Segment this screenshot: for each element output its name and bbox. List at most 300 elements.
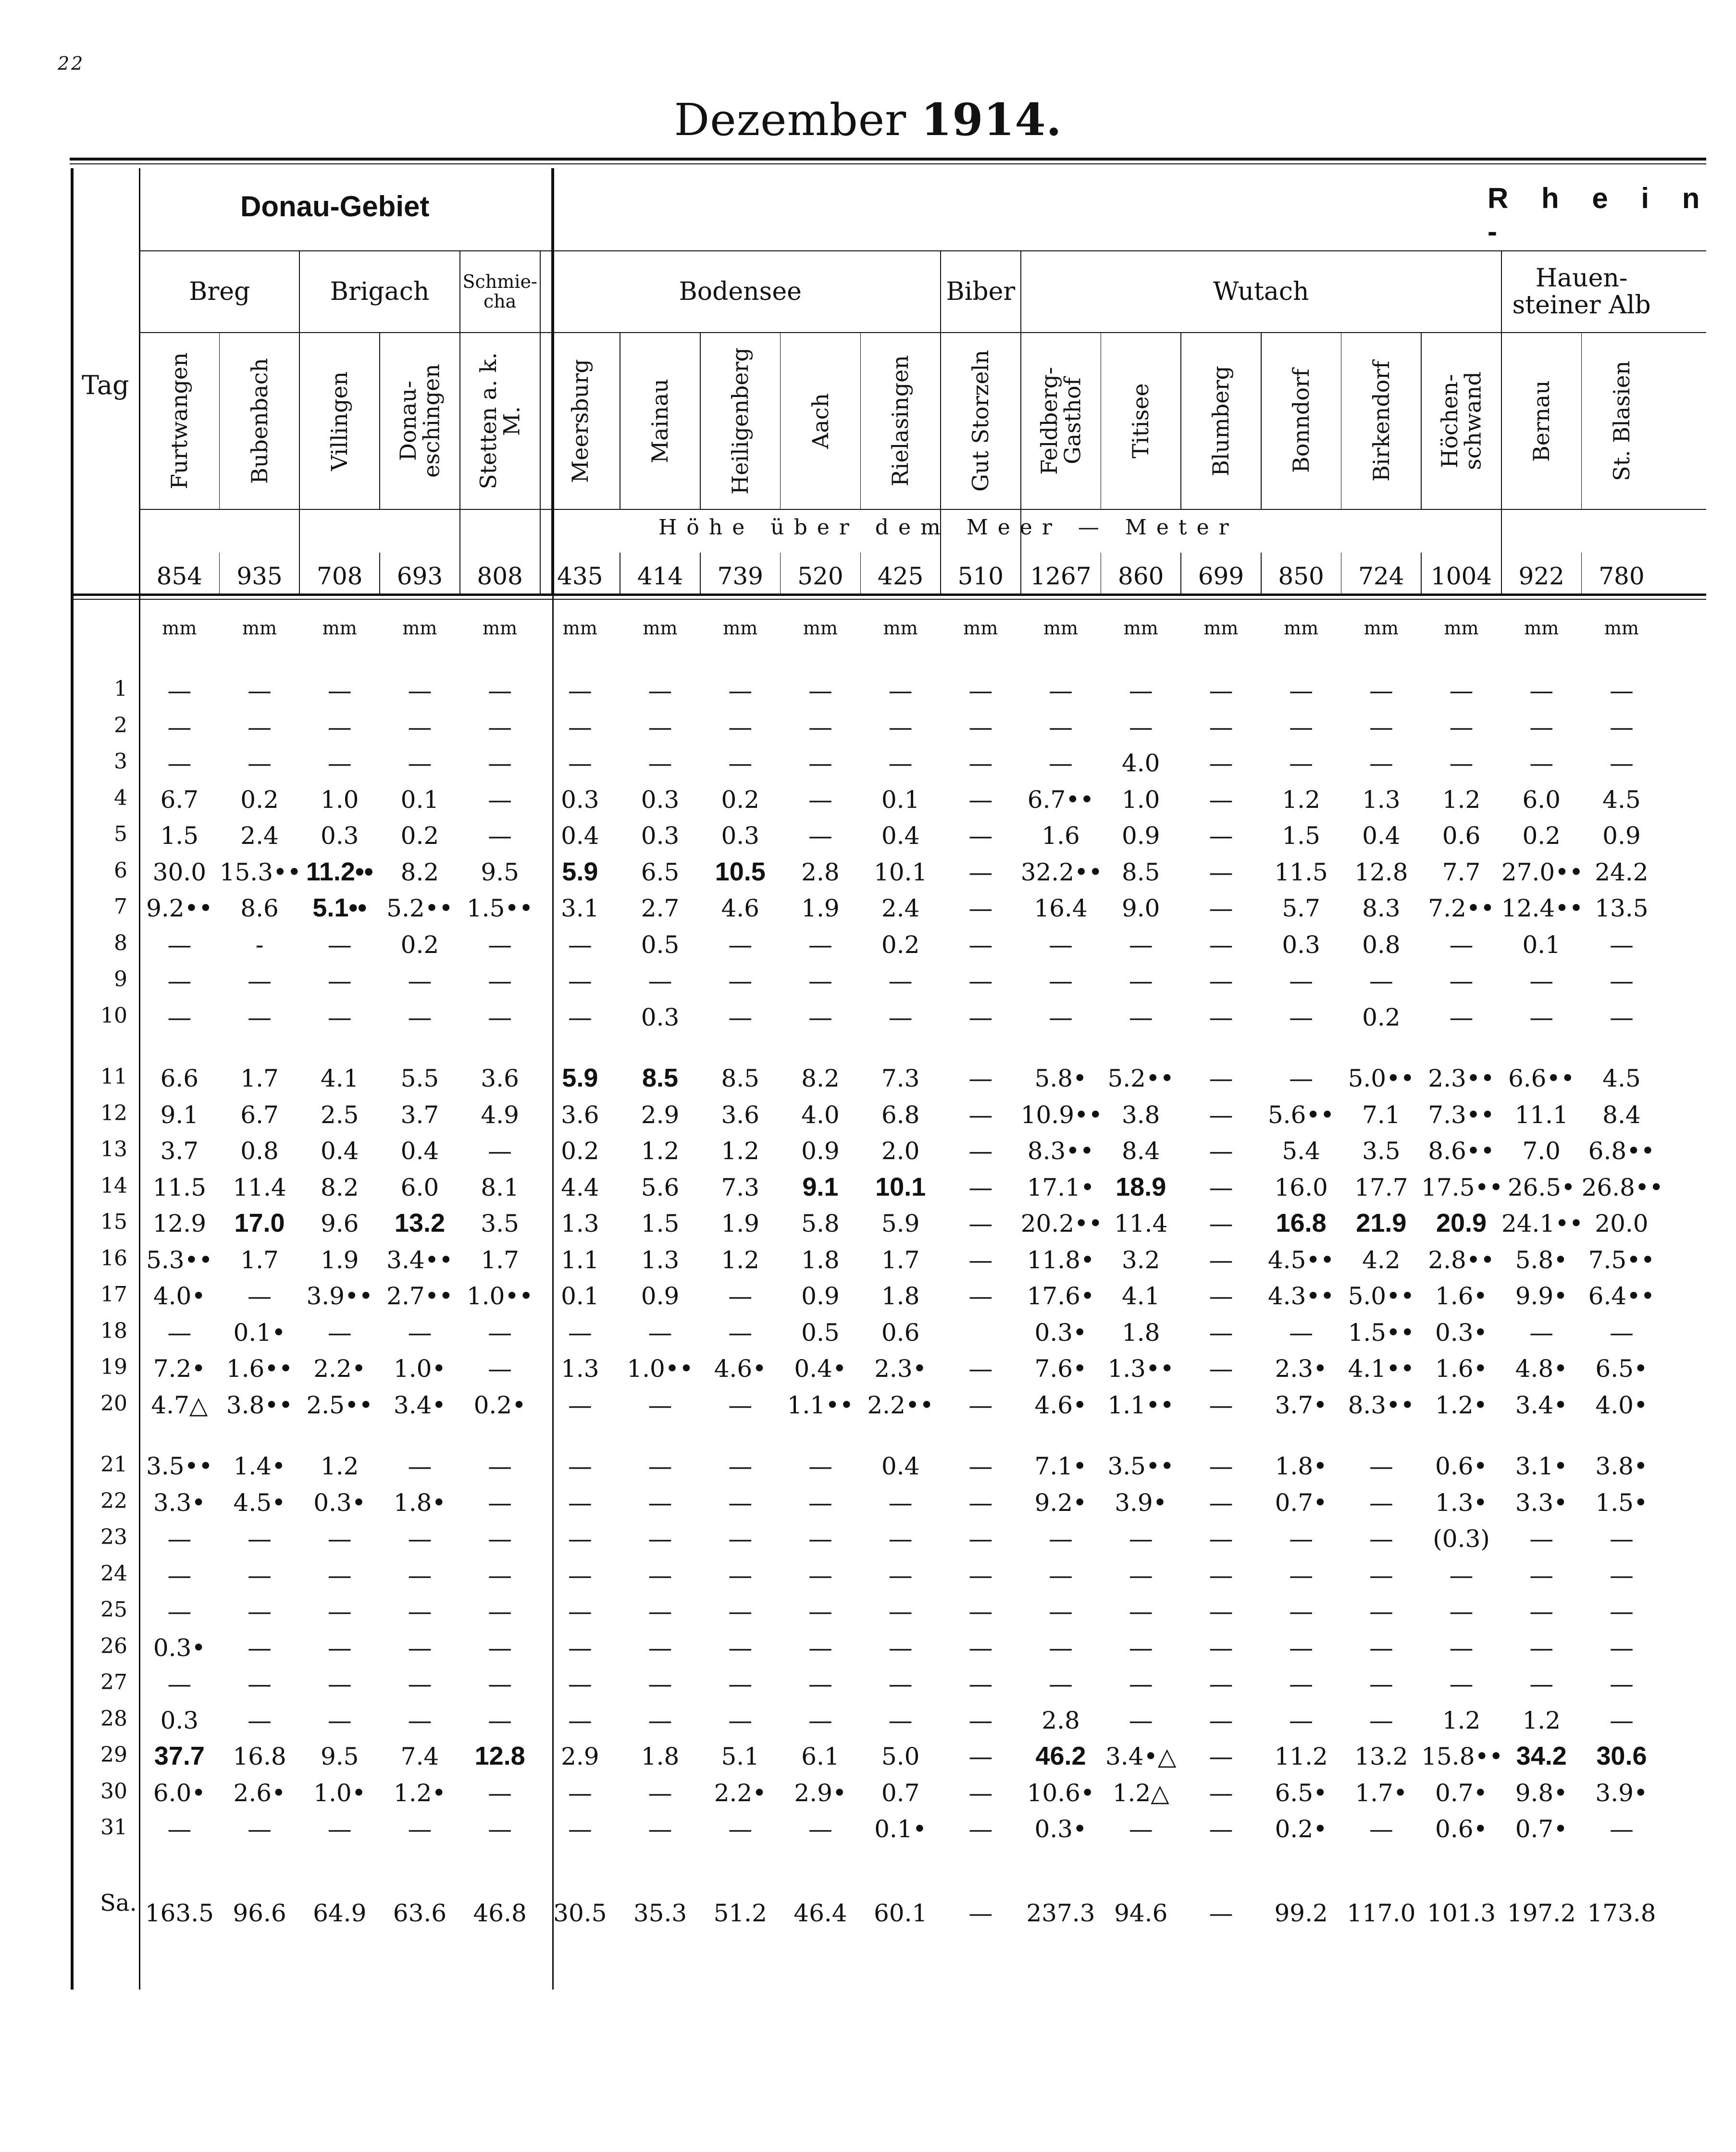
day-number: 1 — [114, 677, 127, 701]
basin-label: Brigach — [330, 277, 430, 306]
data-cell: — — [648, 1561, 672, 1589]
data-cell: 1.2 — [1442, 785, 1481, 814]
data-cell: 0.3 — [641, 785, 680, 814]
data-cell: 3.6 — [481, 1064, 519, 1092]
data-cell: 26.8•• — [1581, 1173, 1663, 1201]
data-cell: — — [1609, 1318, 1634, 1347]
region-rhine: R h e i n - — [1488, 182, 1712, 247]
data-cell: — — [968, 1597, 993, 1625]
data-cell: 1.0 — [1121, 785, 1160, 814]
data-cell: — — [1289, 1318, 1314, 1347]
day-number: 18 — [100, 1318, 127, 1343]
data-cell: 3.2 — [1121, 1246, 1160, 1274]
data-cell: — — [1449, 1597, 1474, 1625]
data-cell: 4.1 — [1121, 1282, 1160, 1310]
data-cell: 2.8 — [1042, 1706, 1080, 1734]
data-cell: 0.4 — [1362, 822, 1401, 850]
data-cell: 0.8 — [1362, 930, 1401, 959]
data-cell: — — [968, 1064, 993, 1092]
data-cell: — — [1449, 713, 1474, 741]
data-cell: 3.1 — [561, 894, 599, 922]
data-cell: 16.0 — [1274, 1173, 1328, 1201]
data-cell: 1.5•• — [466, 894, 533, 922]
data-cell: 3.1• — [1515, 1452, 1568, 1480]
data-cell: 1.6• — [1435, 1282, 1488, 1310]
data-cell: 7.7 — [1442, 858, 1481, 886]
data-cell: — — [968, 1670, 993, 1698]
data-cell: 1.7• — [1355, 1779, 1408, 1807]
data-cell: 20.9 — [1436, 1209, 1487, 1237]
data-cell: — — [568, 1633, 592, 1662]
data-cell: — — [1209, 1246, 1233, 1274]
data-cell: 3.8 — [1121, 1101, 1160, 1129]
data-cell: 4.6 — [721, 894, 759, 922]
data-cell: — — [968, 1246, 993, 1274]
unit-label: mm — [723, 618, 758, 639]
data-cell: 5.9 — [562, 857, 598, 886]
data-cell: — — [167, 1318, 192, 1347]
data-cell: — — [408, 967, 432, 995]
data-cell: 0.7• — [1275, 1488, 1327, 1517]
day-number: 15 — [100, 1210, 127, 1234]
data-cell: — — [248, 1003, 272, 1031]
data-cell: 7.3 — [881, 1064, 920, 1092]
data-cell: 1.3 — [561, 1355, 599, 1383]
data-cell: — — [1128, 1706, 1153, 1734]
unit-label: mm — [803, 618, 838, 639]
data-cell: — — [1128, 967, 1153, 995]
data-cell: 1.8 — [641, 1743, 680, 1770]
data-cell: — — [968, 1779, 993, 1807]
data-cell: — — [648, 1391, 672, 1419]
basin-label: Breg — [189, 277, 250, 306]
data-cell: 5.8 — [801, 1210, 840, 1237]
data-cell: — — [888, 967, 913, 995]
data-cell: 0.3• — [1435, 1318, 1488, 1347]
data-cell: — — [968, 1137, 993, 1165]
day-number: 17 — [100, 1282, 127, 1307]
data-cell: 5.9 — [562, 1064, 598, 1092]
data-cell: — — [808, 713, 832, 741]
data-cell: 8.2 — [801, 1064, 840, 1092]
data-cell: — — [968, 1633, 993, 1662]
day-number: 22 — [100, 1488, 127, 1513]
data-cell: — — [968, 785, 993, 814]
header-bottom-rule-thin — [72, 599, 1706, 600]
data-cell: 0.3 — [1282, 930, 1320, 959]
unit-label: mm — [1524, 618, 1559, 639]
data-cell: — — [1209, 1318, 1233, 1347]
data-cell: — — [1529, 677, 1554, 705]
data-cell: — — [1369, 1670, 1393, 1698]
data-cell: 0.3 — [641, 822, 680, 850]
data-cell: 11.8• — [1027, 1246, 1095, 1274]
data-cell: 2.3•• — [1428, 1064, 1495, 1092]
data-cell: 17.0 — [234, 1209, 285, 1237]
data-cell: 1.3•• — [1107, 1355, 1174, 1383]
data-cell: — — [568, 1597, 592, 1625]
height-label: Höhe über dem Meer — Meter — [658, 515, 1239, 540]
data-cell: — — [1529, 1525, 1554, 1553]
data-cell: — — [1449, 1561, 1474, 1589]
station-elevation: 435 — [557, 562, 603, 590]
data-cell: — — [968, 1488, 993, 1517]
data-cell: 5.5 — [400, 1064, 439, 1092]
data-cell: 3.3• — [153, 1488, 206, 1517]
sum-cell: 64.9 — [313, 1899, 367, 1927]
data-cell: 3.9• — [1595, 1779, 1648, 1807]
data-cell: 1.6 — [1042, 822, 1080, 850]
data-cell: — — [1289, 1525, 1314, 1553]
data-cell: — — [568, 1452, 592, 1480]
data-cell: 0.1 — [561, 1282, 599, 1310]
data-cell: 0.1• — [874, 1815, 927, 1843]
data-cell: — — [327, 930, 352, 959]
data-cell: — — [1128, 1633, 1153, 1662]
data-cell: — — [1289, 1064, 1314, 1092]
data-cell: — — [1609, 930, 1634, 959]
data-cell: 0.4 — [400, 1137, 439, 1165]
data-cell: — — [327, 1561, 352, 1589]
data-cell: — — [568, 1318, 592, 1347]
sum-cell: 163.5 — [145, 1899, 214, 1927]
data-cell: 1.0 — [320, 785, 359, 814]
station-elevation: 724 — [1358, 562, 1404, 590]
data-cell: 10.1 — [875, 1172, 926, 1201]
station-name: Donau- eschingen — [395, 364, 445, 478]
data-cell: — — [1209, 858, 1233, 886]
data-cell: — — [568, 930, 592, 959]
data-cell: — — [1609, 1525, 1634, 1553]
data-cell: — — [1369, 1633, 1393, 1662]
data-cell: — — [728, 1670, 753, 1698]
data-cell: 1.5 — [1282, 822, 1320, 850]
data-cell: 3.7 — [400, 1101, 439, 1129]
data-cell: — — [167, 930, 192, 959]
data-cell: — — [488, 1355, 512, 1383]
station-name: Stetten a. k. M. — [475, 352, 525, 490]
data-cell: 16.8 — [233, 1743, 286, 1770]
data-cell: 8.2 — [400, 858, 439, 886]
data-cell: — — [968, 1561, 993, 1589]
data-cell: — — [1209, 1101, 1233, 1129]
station-elevation: 922 — [1518, 562, 1564, 590]
data-cell: — — [1209, 1355, 1233, 1383]
data-cell: — — [1289, 677, 1314, 705]
data-cell: — — [968, 713, 993, 741]
data-cell: — — [648, 1318, 672, 1347]
data-cell: — — [167, 749, 192, 777]
data-cell: 1.2• — [1435, 1391, 1488, 1419]
data-cell: 17.5•• — [1421, 1173, 1503, 1201]
data-cell: — — [488, 822, 512, 850]
data-cell: — — [728, 1597, 753, 1625]
data-cell: 4.4 — [561, 1173, 599, 1201]
data-cell: 10.6• — [1027, 1779, 1095, 1807]
station-elevation: 693 — [397, 562, 443, 590]
data-cell: — — [488, 1597, 512, 1625]
unit-label: mm — [483, 618, 518, 639]
data-cell: 2.4 — [881, 894, 920, 922]
data-cell: 8.1 — [481, 1173, 519, 1201]
data-cell: 3.9•• — [306, 1282, 373, 1310]
data-cell: 1.2 — [1442, 1706, 1481, 1734]
data-cell: 1.8• — [1275, 1452, 1327, 1480]
data-cell: 0.9 — [801, 1282, 840, 1310]
data-cell: 2.2•• — [867, 1391, 934, 1419]
data-cell: 6.5• — [1275, 1779, 1327, 1807]
data-cell: 1.7 — [240, 1246, 279, 1274]
station-name: Meersburg — [567, 359, 593, 483]
data-cell: — — [248, 967, 272, 995]
data-cell: 0.9 — [1121, 822, 1160, 850]
data-cell: — — [728, 1633, 753, 1662]
data-cell: 4.5•• — [1267, 1246, 1335, 1274]
data-cell: — — [888, 713, 913, 741]
data-cell: — — [1209, 1137, 1233, 1165]
data-cell: 2.9 — [641, 1101, 680, 1129]
data-cell: 2.4 — [240, 822, 279, 850]
data-cell: 3.4• — [393, 1391, 446, 1419]
data-cell: 8.5 — [721, 1064, 759, 1092]
data-cell: 9.9• — [1515, 1282, 1568, 1310]
data-cell: — — [968, 894, 993, 922]
data-cell: — — [1209, 1633, 1233, 1662]
data-cell: — — [1369, 1706, 1393, 1734]
data-cell: — — [808, 1003, 832, 1031]
data-cell: — — [1049, 713, 1073, 741]
station-elevation: 780 — [1599, 562, 1645, 590]
data-cell: — — [327, 1003, 352, 1031]
data-cell: 6.4•• — [1588, 1282, 1655, 1310]
data-cell: 3.3• — [1515, 1488, 1568, 1517]
data-cell: 8.4 — [1602, 1101, 1641, 1129]
data-cell: 2.5•• — [306, 1391, 373, 1419]
data-cell: — — [1449, 1670, 1474, 1698]
unit-label: mm — [1203, 618, 1239, 639]
data-cell: 1.3 — [561, 1210, 599, 1237]
data-cell: — — [1049, 1597, 1073, 1625]
data-cell: 11.4 — [233, 1173, 286, 1201]
data-cell: 6.7 — [240, 1101, 279, 1129]
data-cell: 13.2 — [394, 1209, 445, 1237]
data-cell: 0.1• — [233, 1318, 286, 1347]
data-cell: 9.2• — [1034, 1488, 1087, 1517]
data-cell: 3.9• — [1115, 1488, 1167, 1517]
data-cell: — — [408, 1003, 432, 1031]
data-cell: 6.8 — [881, 1101, 920, 1129]
data-cell: — — [1449, 749, 1474, 777]
data-cell: — — [648, 1452, 672, 1480]
data-cell: — — [728, 1282, 753, 1310]
data-cell: 2.9• — [794, 1779, 847, 1807]
data-cell: 5.0•• — [1348, 1064, 1415, 1092]
day-number: 24 — [100, 1561, 127, 1586]
data-cell: 10.5 — [715, 857, 766, 886]
data-cell: — — [1128, 1003, 1153, 1031]
data-cell: — — [1209, 1706, 1233, 1734]
data-cell: — — [1209, 1670, 1233, 1698]
data-cell: 8.3•• — [1027, 1137, 1094, 1165]
day-number: 5 — [114, 822, 127, 846]
station-elevation: 739 — [717, 562, 763, 590]
day-number: 3 — [114, 749, 127, 774]
data-cell: 0.3• — [1034, 1815, 1087, 1843]
data-cell: — — [648, 713, 672, 741]
data-cell: 0.4 — [320, 1137, 359, 1165]
data-cell: — — [408, 1815, 432, 1843]
data-cell: 2.8 — [801, 858, 840, 886]
unit-label: mm — [1284, 618, 1319, 639]
table-left-border — [71, 168, 74, 1990]
data-cell: 0.3• — [313, 1488, 366, 1517]
station-name: St. Blasien — [1608, 360, 1635, 482]
data-cell: — — [248, 1282, 272, 1310]
data-cell: — — [888, 1670, 913, 1698]
data-cell: 5.6•• — [1267, 1101, 1335, 1129]
data-cell: — — [648, 1779, 672, 1807]
data-cell: 1.7 — [481, 1246, 519, 1274]
basin-label: Bodensee — [679, 277, 802, 306]
data-cell: 0.3 — [160, 1706, 199, 1734]
day-number: 8 — [114, 930, 127, 955]
data-cell: 7.1• — [1034, 1452, 1087, 1480]
data-cell: — — [888, 1597, 913, 1625]
data-cell: — — [1529, 749, 1554, 777]
data-cell: 0.2 — [721, 785, 759, 814]
unit-label: mm — [1604, 618, 1639, 639]
data-cell: — — [648, 1488, 672, 1517]
data-cell: (0.3) — [1433, 1525, 1490, 1553]
data-cell: — — [167, 1561, 192, 1589]
data-cell: — — [167, 713, 192, 741]
data-cell: — — [1449, 1003, 1474, 1031]
data-cell: — — [1529, 1597, 1554, 1625]
data-cell: — — [488, 1815, 512, 1843]
data-cell: 5.4 — [1282, 1137, 1320, 1165]
data-cell: — — [808, 1706, 832, 1734]
day-number: 10 — [100, 1003, 127, 1028]
data-cell: — — [728, 1561, 753, 1589]
data-cell: — — [1049, 1525, 1073, 1553]
data-cell: 30.6 — [1596, 1742, 1647, 1770]
station-name: Furtwangen — [166, 352, 193, 490]
data-cell: 0.9 — [641, 1282, 680, 1310]
data-cell: 4.9 — [481, 1101, 519, 1129]
data-cell: 3.7 — [160, 1137, 199, 1165]
data-cell: 7.3•• — [1428, 1101, 1495, 1129]
data-cell: 4.0 — [801, 1101, 840, 1129]
data-cell: 8.5 — [1121, 858, 1160, 886]
sum-cell: 51.2 — [713, 1899, 767, 1927]
data-cell: 8.2 — [320, 1173, 359, 1201]
data-cell: 1.7 — [881, 1246, 920, 1274]
data-cell: — — [568, 1525, 592, 1553]
data-cell: 0.3 — [721, 822, 759, 850]
data-cell: 13.2 — [1354, 1743, 1408, 1770]
data-cell: — — [968, 677, 993, 705]
data-cell: — — [248, 1815, 272, 1843]
data-cell: — — [1209, 1597, 1233, 1625]
data-cell: 7.2• — [153, 1355, 206, 1383]
data-cell: — — [1209, 1210, 1233, 1237]
data-cell: 0.2 — [1362, 1003, 1401, 1031]
station-elevation: 935 — [236, 562, 283, 590]
data-cell: 5.6 — [641, 1173, 680, 1201]
data-cell: 9.1 — [802, 1172, 839, 1201]
data-cell: — — [327, 1633, 352, 1662]
data-cell: — — [1289, 1561, 1314, 1589]
data-cell: — — [1369, 749, 1393, 777]
data-cell: — — [1209, 1525, 1233, 1553]
unit-label: mm — [402, 618, 437, 639]
data-cell: — — [568, 1391, 592, 1419]
day-number: 28 — [100, 1706, 127, 1731]
data-cell: — — [728, 749, 753, 777]
data-cell: 4.1•• — [1348, 1355, 1415, 1383]
data-cell: — — [808, 822, 832, 850]
data-cell: — — [808, 1670, 832, 1698]
data-cell: — — [1209, 822, 1233, 850]
data-cell: 17.7 — [1354, 1173, 1408, 1201]
data-cell: — — [1209, 1561, 1233, 1589]
data-cell: 5.2•• — [1107, 1064, 1174, 1092]
data-cell: — — [1049, 1670, 1073, 1698]
data-cell: — — [648, 749, 672, 777]
data-cell: — — [327, 1670, 352, 1698]
data-cell: 0.2 — [400, 822, 439, 850]
data-cell: 1.1 — [561, 1246, 599, 1274]
data-cell: — — [1609, 1633, 1634, 1662]
data-cell: — — [327, 1318, 352, 1347]
data-cell: 12.9 — [152, 1210, 206, 1237]
data-cell: 6.5• — [1595, 1355, 1648, 1383]
data-cell: — — [568, 677, 592, 705]
data-cell: 0.1 — [1522, 930, 1561, 959]
data-cell: 5.7 — [1282, 894, 1320, 922]
data-cell: 8.3 — [1362, 894, 1401, 922]
data-cell: — — [1128, 1525, 1153, 1553]
data-cell: — — [1609, 1561, 1634, 1589]
data-cell: 3.8• — [1595, 1452, 1648, 1480]
station-name: Birkendorf — [1368, 360, 1394, 482]
data-cell: — — [248, 1597, 272, 1625]
data-cell: 2.2• — [714, 1779, 767, 1807]
data-cell: 5.8• — [1515, 1246, 1568, 1274]
data-cell: 30.0 — [152, 858, 206, 886]
station-name: Blumberg — [1208, 366, 1234, 476]
data-cell: 1.2 — [721, 1246, 759, 1274]
data-cell: — — [568, 1488, 592, 1517]
data-cell: 1.4• — [233, 1452, 286, 1480]
data-cell: — — [1529, 1318, 1554, 1347]
data-cell: — — [1369, 1488, 1393, 1517]
data-cell: — — [968, 1282, 993, 1310]
unit-label: mm — [1364, 618, 1399, 639]
data-cell: 5.0•• — [1348, 1282, 1415, 1310]
data-cell: — — [1289, 749, 1314, 777]
data-cell: — — [167, 1670, 192, 1698]
day-number: 21 — [100, 1452, 127, 1477]
data-cell: — — [1209, 713, 1233, 741]
data-cell: 1.0•• — [466, 1282, 533, 1310]
day-number: 14 — [100, 1173, 127, 1198]
data-cell: 0.8 — [240, 1137, 279, 1165]
sum-cell: 60.1 — [873, 1899, 928, 1927]
data-cell: — — [568, 1003, 592, 1031]
day-number: 31 — [100, 1815, 127, 1840]
data-cell: — — [1128, 930, 1153, 959]
